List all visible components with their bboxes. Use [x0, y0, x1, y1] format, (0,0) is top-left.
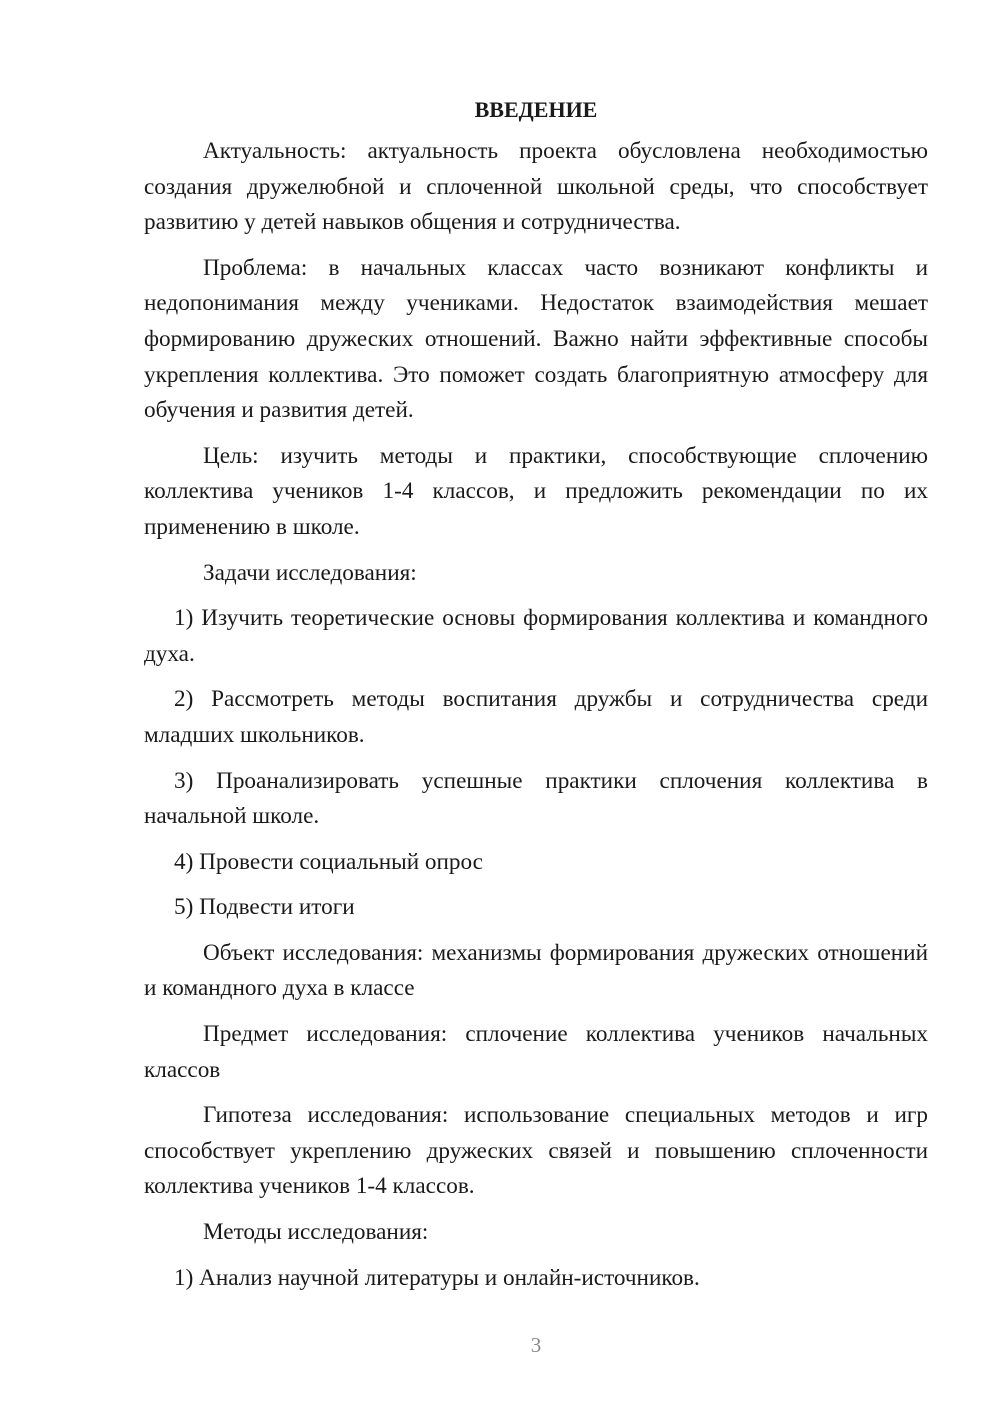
subject-paragraph: Предмет исследования: сплочение коллектива учеников начальных классов — [144, 1021, 928, 1083]
methods-heading: Методы исследования: — [203, 1219, 429, 1246]
object-paragraph: Объект исследования: механизмы формирования дружеских отношений и командного духа в классе — [144, 939, 928, 1002]
problem-paragraph: Проблема: в начальных классах часто возникают конфликты и недопонимания между учениками. Недостаток взаимодействия мешает формированию дружеских отношений. Важно найти эффективные способы укрепления коллектива. Это поможет создать благоприятную атмосферу для обучения и развития детей. — [144, 254, 928, 424]
task-item: 4) Провести социальный опрос — [174, 848, 483, 875]
task-item: 5) Подвести итоги — [174, 894, 355, 921]
task-item: 2) Рассмотреть методы воспитания дружбы и сотрудничества среди младших школьников. — [144, 686, 928, 748]
relevance-paragraph: Актуальность: актуальность проекта обусловлена необходимостью создания дружелюбной и сплоченной школьной среды, что способствует развитию у детей навыков общения и сотрудничества. — [144, 138, 928, 236]
goal-paragraph: Цель: изучить методы и практики, способствующие сплочению коллектива учеников 1-4 классов, и предложить рекомендации по их применению в школе. — [144, 442, 928, 540]
method-item: 1) Анализ научной литературы и онлайн-источников. — [174, 1264, 700, 1291]
page-number: 3 — [530, 1333, 542, 1357]
page-content — [144, 92, 928, 1306]
hypothesis-paragraph: Гипотеза исследования: использование специальных методов и игр способствует укреплению дружеских связей и повышению сплоченности коллектива учеников 1-4 классов. — [144, 1102, 928, 1200]
section-title: ВВЕДЕНИЕ — [474, 97, 598, 122]
tasks-heading: Задачи исследования: — [203, 559, 417, 586]
task-item: 3) Проанализировать успешные практики сплочения коллектива в начальной школе. — [144, 767, 928, 830]
task-item: 1) Изучить теоретические основы формирования коллектива и командного духа. — [144, 605, 928, 667]
